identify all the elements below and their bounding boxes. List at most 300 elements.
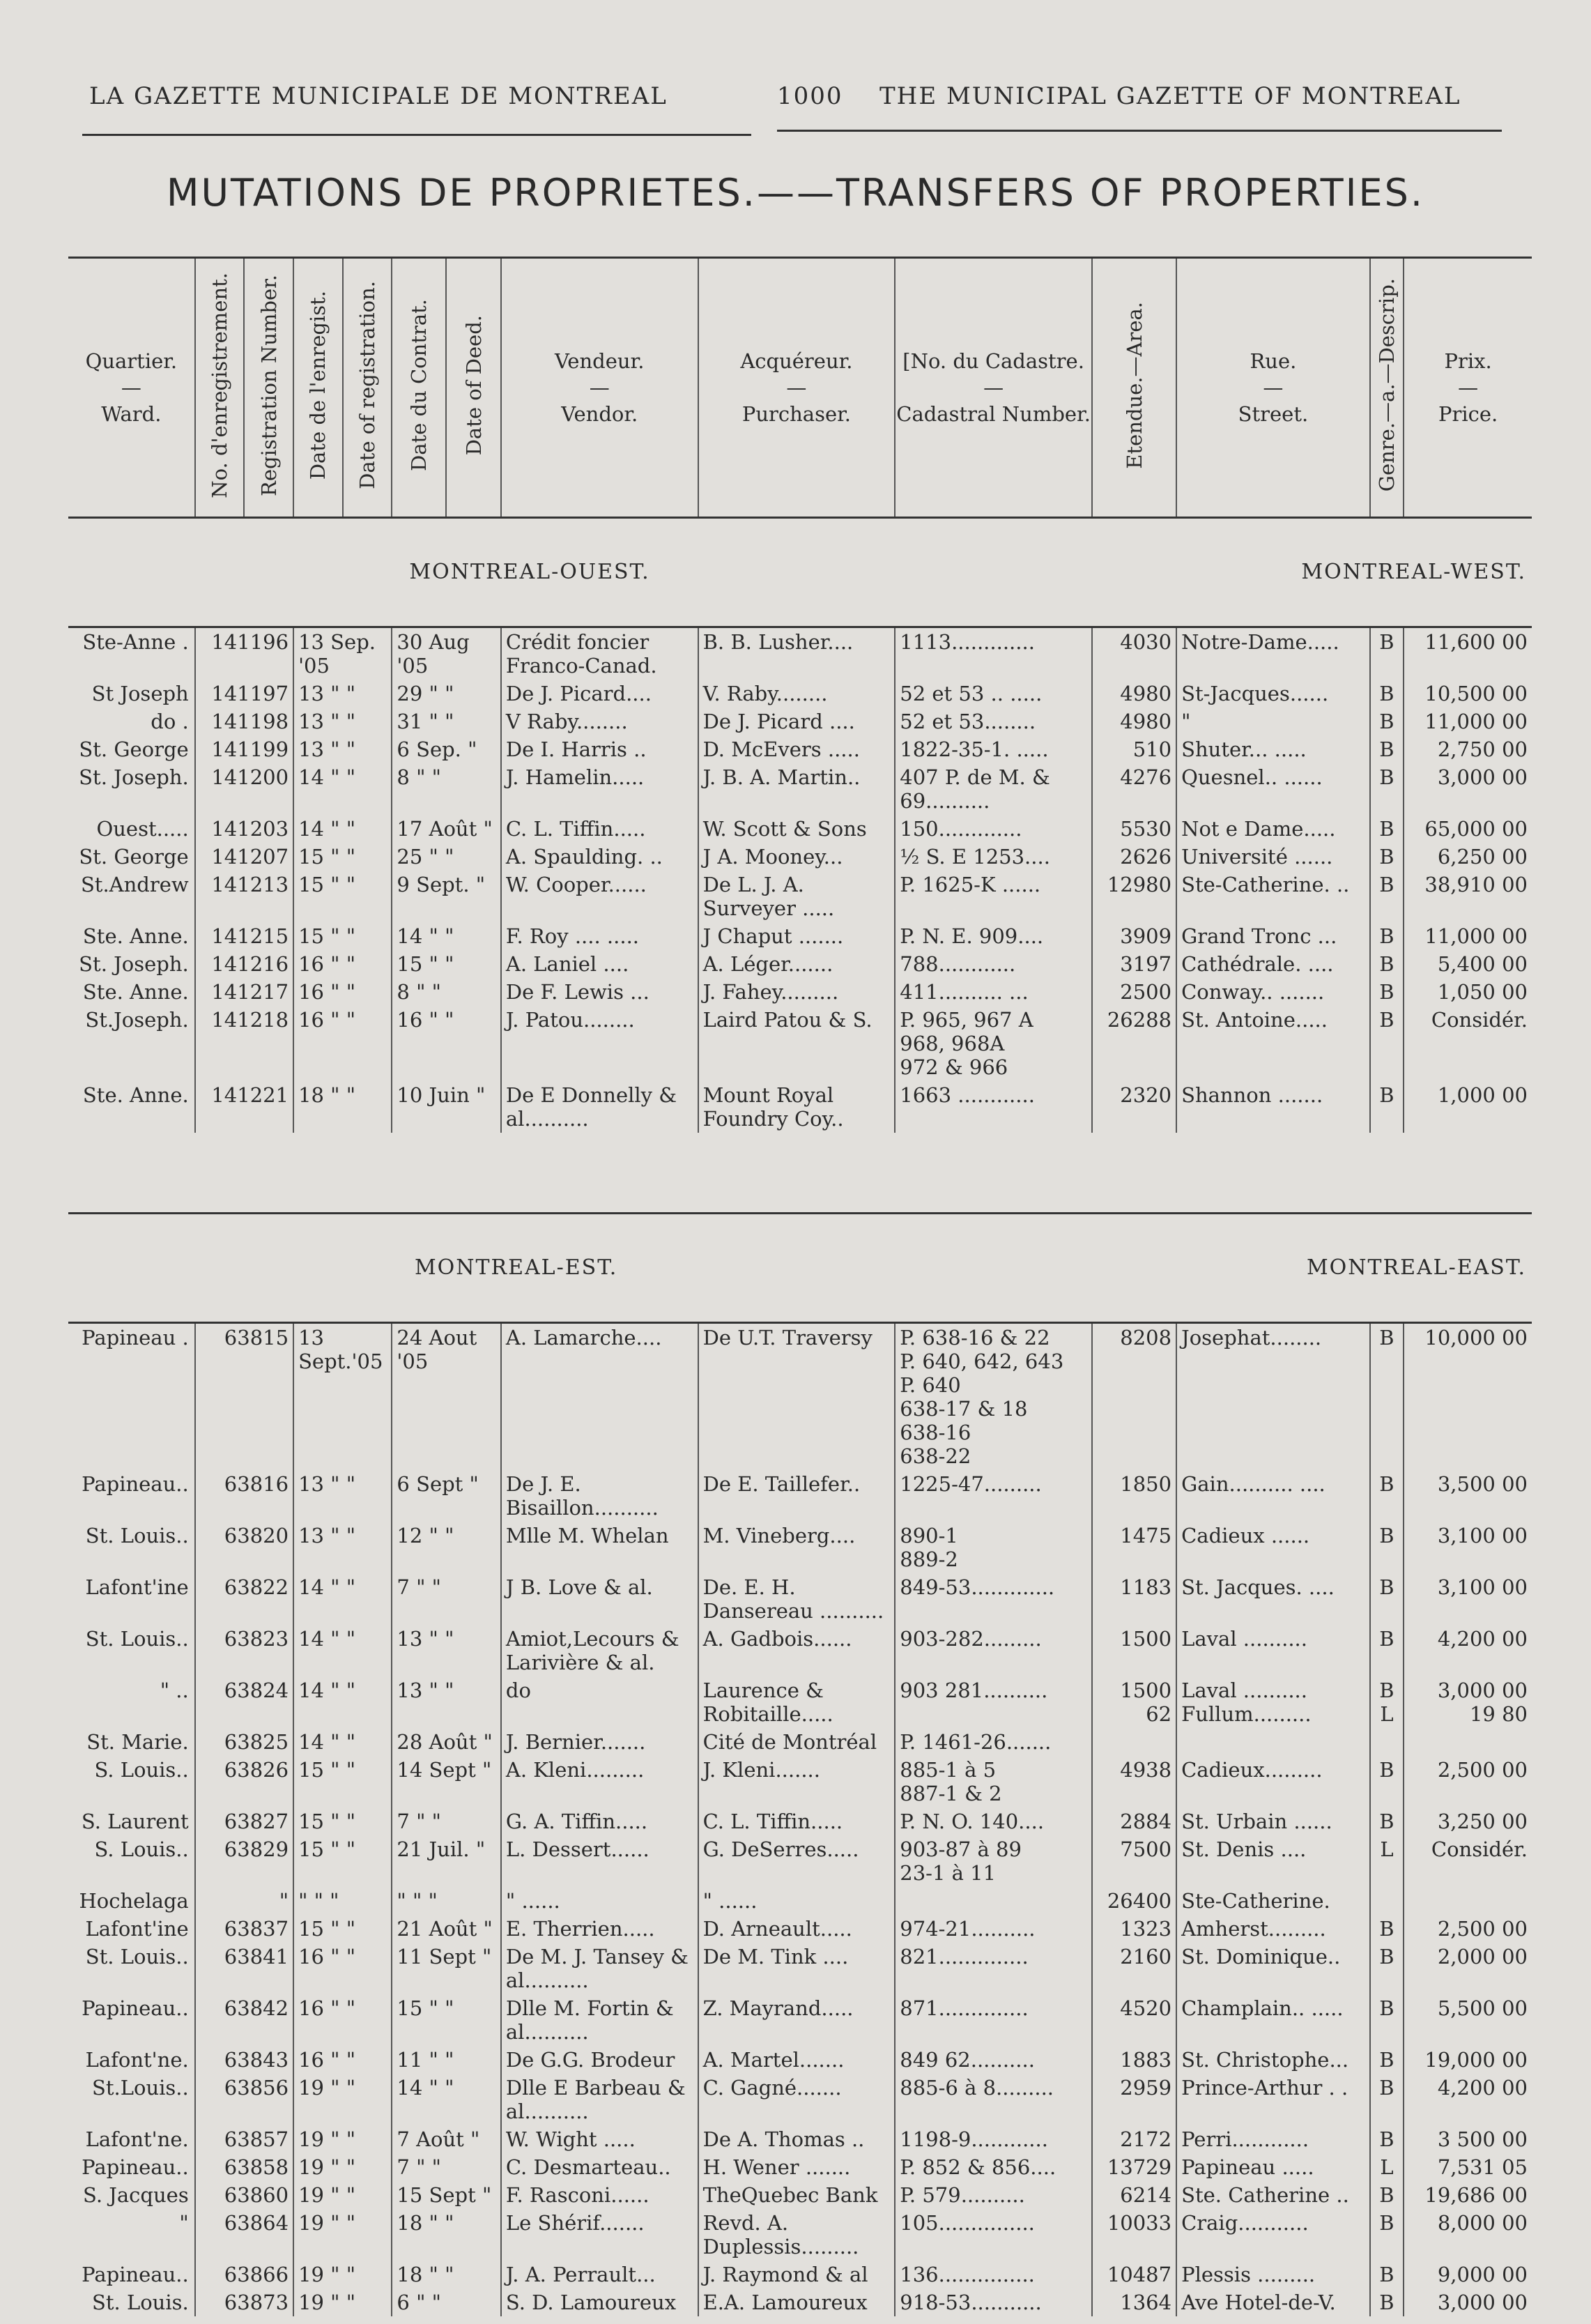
cell-price: 6,250 00	[1404, 843, 1532, 871]
cell-cadastre: 788............	[895, 950, 1092, 978]
cell-vendor: F. Roy .... .....	[501, 922, 698, 950]
cell-genre: L	[1370, 2153, 1404, 2181]
cell-ward: Lafont'ine	[85, 1917, 189, 1941]
cell-vendor: Crédit foncier Franco-Canad.	[501, 627, 698, 680]
cell-genre: B	[1370, 2046, 1404, 2074]
cell-genre: B	[1370, 2181, 1404, 2209]
cell-vendor: Mlle M. Whelan	[501, 1522, 698, 1573]
cell-registration-number: 141198	[195, 708, 293, 735]
cell-genre: B	[1370, 680, 1404, 708]
cell-price: 4,200 00	[1404, 2074, 1532, 2125]
cell-vendor: A. Laniel ....	[501, 950, 698, 978]
cell-genre: L	[1370, 1835, 1404, 1887]
cell-registration-date: 15 " "	[293, 871, 392, 922]
cell-registration-date: 15 " "	[293, 1756, 392, 1807]
cell-ward: Hochelaga	[79, 1889, 189, 1913]
cell-vendor: De G.G. Brodeur	[501, 2046, 698, 2074]
table-row	[68, 1573, 1532, 1625]
cell-area: 1475	[1092, 1522, 1176, 1573]
cell-genre: B	[1370, 627, 1404, 680]
cell-area: 2626	[1092, 843, 1176, 871]
cell-genre: B	[1370, 1522, 1404, 1573]
cell-price: 11,000 00	[1404, 922, 1532, 950]
header-left: LA GAZETTE MUNICIPALE DE MONTREAL	[89, 82, 668, 110]
cell-cadastre: 849 62..........	[895, 2046, 1092, 2074]
cell-deed-date: 11 Sept "	[392, 1943, 500, 1994]
cell-registration-date: 14 " "	[293, 815, 392, 843]
table-row	[68, 2288, 1532, 2316]
cell-purchaser: Cité de Montréal	[698, 1728, 896, 1756]
cell-registration-number: 141197	[195, 680, 293, 708]
cell-genre: B	[1370, 1625, 1404, 1676]
cell-deed-date: 25 " "	[392, 843, 500, 871]
cell-purchaser: " ......	[698, 1887, 896, 1915]
cell-street: Université ......	[1176, 843, 1370, 871]
cell-cadastre: 890-1 889-2	[895, 1522, 1092, 1573]
cell-ward: " ..	[160, 1679, 189, 1702]
cell-cadastre: 918-53...........	[895, 2288, 1092, 2316]
table-row	[68, 2261, 1532, 2288]
col-regdate-fr: Date de l'enregist.	[293, 258, 343, 518]
cell-ward: Lafont'ne.	[85, 2048, 189, 2072]
cell-registration-number: 141218	[195, 1006, 293, 1081]
col-genre: Genre.—a.—Descrip.	[1370, 258, 1404, 518]
cell-registration-date: 19 " "	[293, 2261, 392, 2288]
cell-ward: do .	[151, 710, 189, 733]
cell-purchaser: G. DeSerres.....	[698, 1835, 896, 1887]
cell-area: 4980	[1092, 708, 1176, 735]
section-heading	[68, 518, 1532, 627]
cell-purchaser: De A. Thomas ..	[698, 2125, 896, 2153]
cell-registration-number: 141207	[195, 843, 293, 871]
cell-deed-date: 7 " "	[392, 1573, 500, 1625]
page-number: 1000	[777, 82, 843, 110]
cell-street: Craig...........	[1176, 2209, 1370, 2261]
cell-registration-number: 141203	[195, 815, 293, 843]
cell-street	[1176, 1728, 1370, 1756]
table-row	[68, 1756, 1532, 1807]
cell-ward: St. George	[79, 845, 189, 869]
cell-cadastre: P. 638-16 & 22 P. 640, 642, 643 P. 640 638-17 & 18 638-16 638-22	[895, 1323, 1092, 1471]
cell-vendor: De M. J. Tansey & al..........	[501, 1943, 698, 1994]
cell-vendor: J. Hamelin.....	[501, 763, 698, 815]
cell-price: 3 500 00	[1404, 2125, 1532, 2153]
cell-street: Laval ..........	[1176, 1625, 1370, 1676]
cell-ward: St. Joseph.	[79, 952, 189, 976]
table-row	[68, 2181, 1532, 2209]
cell-registration-date: 13 Sept.'05	[293, 1323, 392, 1471]
cell-street: Gain.......... ....	[1176, 1470, 1370, 1522]
cell-area: 1500	[1092, 1625, 1176, 1676]
cell-street: St. Urbain ......	[1176, 1807, 1370, 1835]
table-row	[68, 735, 1532, 763]
cell-vendor: Dlle E Barbeau & al..........	[501, 2074, 698, 2125]
cell-purchaser: M. Vineberg....	[698, 1522, 896, 1573]
cell-cadastre: P. N. E. 909....	[895, 922, 1092, 950]
cell-vendor: Dlle M. Fortin & al..........	[501, 1994, 698, 2046]
cell-purchaser: J A. Mooney...	[698, 843, 896, 871]
cell-deed-date: 17 Août "	[392, 815, 500, 843]
cell-vendor: " ......	[501, 1887, 698, 1915]
cell-price: 1,050 00	[1404, 978, 1532, 1006]
cell-registration-date: 16 " "	[293, 978, 392, 1006]
table-row	[68, 1915, 1532, 1943]
table-row	[68, 1323, 1532, 1471]
cell-cadastre: 52 et 53 .. .....	[895, 680, 1092, 708]
table-row	[68, 843, 1532, 871]
cell-price: 5,400 00	[1404, 950, 1532, 978]
cell-registration-number: 141215	[195, 922, 293, 950]
cell-cadastre: 407 P. de M. & 69..........	[895, 763, 1092, 815]
cell-registration-date: 15 " "	[293, 1915, 392, 1943]
cell-ward: Ste. Anne.	[82, 980, 189, 1004]
cell-registration-number: 63822	[195, 1573, 293, 1625]
cell-price: Considér.	[1404, 1835, 1532, 1887]
cell-ward: Ste. Anne.	[82, 1083, 189, 1107]
cell-purchaser: De J. Picard ....	[698, 708, 896, 735]
cell-registration-date: 16 " "	[293, 950, 392, 978]
cell-area: 10487	[1092, 2261, 1176, 2288]
cell-vendor: G. A. Tiffin.....	[501, 1807, 698, 1835]
table-row	[68, 627, 1532, 680]
cell-area: 4276	[1092, 763, 1176, 815]
cell-genre: B	[1370, 1081, 1404, 1133]
cell-registration-date: 19 " "	[293, 2074, 392, 2125]
cell-vendor: Amiot,Lecours & Larivière & al.	[501, 1625, 698, 1676]
cell-area: 2172	[1092, 2125, 1176, 2153]
cell-registration-number: 63843	[195, 2046, 293, 2074]
cell-area: 3197	[1092, 950, 1176, 978]
cell-area: 510	[1092, 735, 1176, 763]
cell-price: Considér.	[1404, 1006, 1532, 1081]
cell-ward: St. Louis..	[85, 1524, 189, 1547]
cell-vendor: C. Desmarteau..	[501, 2153, 698, 2181]
cell-vendor: De J. Picard....	[501, 680, 698, 708]
cell-ward: St Joseph	[91, 682, 189, 705]
table-row	[68, 1625, 1532, 1676]
cell-vendor: F. Rasconi......	[501, 2181, 698, 2209]
cell-deed-date: 14 " "	[392, 922, 500, 950]
cell-price	[1404, 1728, 1532, 1756]
cell-vendor: J. Bernier.......	[501, 1728, 698, 1756]
cell-purchaser: C. Gagné.......	[698, 2074, 896, 2125]
col-price: Prix. — Price.	[1404, 258, 1532, 518]
cell-price: 1,000 00	[1404, 1081, 1532, 1133]
cell-cadastre: 821..............	[895, 1943, 1092, 1994]
cell-registration-date: " " "	[293, 1887, 392, 1915]
table-row	[68, 1835, 1532, 1887]
cell-deed-date: 30 Aug '05	[392, 627, 500, 680]
cell-registration-date: 19 " "	[293, 2153, 392, 2181]
cell-street: Cathédrale. ....	[1176, 950, 1370, 978]
cell-street: Papineau .....	[1176, 2153, 1370, 2181]
table-row	[68, 1807, 1532, 1835]
cell-ward: Papineau..	[82, 2155, 189, 2179]
cell-genre: B	[1370, 1915, 1404, 1943]
cell-street: Not e Dame.....	[1176, 815, 1370, 843]
cell-cadastre: 1822-35-1. .....	[895, 735, 1092, 763]
cell-ward: St.Joseph.	[85, 1008, 189, 1032]
cell-price: 2,750 00	[1404, 735, 1532, 763]
cell-genre: B	[1370, 2288, 1404, 2316]
cell-purchaser: C. L. Tiffin.....	[698, 1807, 896, 1835]
cell-genre: B	[1370, 1994, 1404, 2046]
cell-price: 3,500 00	[1404, 1470, 1532, 1522]
cell-purchaser: A. Gadbois......	[698, 1625, 896, 1676]
cell-street: "	[1176, 708, 1370, 735]
cell-genre: B	[1370, 815, 1404, 843]
cell-cadastre: 136...............	[895, 2261, 1092, 2288]
cell-cadastre	[895, 1887, 1092, 1915]
section-title-en: MONTREAL-EAST.	[1306, 1255, 1526, 1280]
cell-price: 19,686 00	[1404, 2181, 1532, 2209]
cell-ward: S. Laurent	[81, 1810, 189, 1833]
cell-deed-date: 6 " "	[392, 2288, 500, 2316]
cell-genre: B	[1370, 1006, 1404, 1081]
cell-genre: B	[1370, 978, 1404, 1006]
cell-deed-date: 12 " "	[392, 1522, 500, 1573]
cell-deed-date: 15 " "	[392, 950, 500, 978]
col-purchaser: Acquéreur. — Purchaser.	[698, 258, 896, 518]
cell-registration-number: 63856	[195, 2074, 293, 2125]
cell-genre: B	[1370, 1323, 1404, 1471]
cell-street: Josephat........	[1176, 1323, 1370, 1471]
cell-cadastre: ½ S. E 1253....	[895, 843, 1092, 871]
cell-area: 4980	[1092, 680, 1176, 708]
table-row	[68, 1522, 1532, 1573]
cell-vendor: W. Cooper......	[501, 871, 698, 922]
cell-deed-date: 6 Sept "	[392, 1470, 500, 1522]
cell-purchaser: De L. J. A. Surveyer .....	[698, 871, 896, 922]
cell-area: 26288	[1092, 1006, 1176, 1081]
cell-purchaser: De. E. H. Dansereau ..........	[698, 1573, 896, 1625]
table-row	[68, 1943, 1532, 1994]
cell-ward: St.Andrew	[80, 873, 189, 896]
cell-genre: B	[1370, 950, 1404, 978]
cell-price: 3,000 00	[1404, 2288, 1532, 2316]
cell-deed-date: 13 " "	[392, 1625, 500, 1676]
cell-vendor: De F. Lewis ...	[501, 978, 698, 1006]
cell-registration-number: 141199	[195, 735, 293, 763]
cell-purchaser: De E. Taillefer..	[698, 1470, 896, 1522]
cell-registration-number: 63842	[195, 1994, 293, 2046]
cell-purchaser: TheQuebec Bank	[698, 2181, 896, 2209]
cell-purchaser: V. Raby........	[698, 680, 896, 708]
cell-price: 4,200 00	[1404, 1625, 1532, 1676]
cell-purchaser: Z. Mayrand.....	[698, 1994, 896, 2046]
cell-genre: B	[1370, 1573, 1404, 1625]
cell-registration-date: 19 " "	[293, 2125, 392, 2153]
col-ward: Quartier. — Ward.	[68, 258, 195, 518]
cell-genre: B	[1370, 735, 1404, 763]
cell-registration-date: 13 " "	[293, 735, 392, 763]
cell-area: 8208	[1092, 1323, 1176, 1471]
table-row	[68, 2209, 1532, 2261]
cell-vendor: E. Therrien.....	[501, 1915, 698, 1943]
cell-price: 3,100 00	[1404, 1522, 1532, 1573]
cell-ward: St.Louis..	[91, 2076, 189, 2100]
table-row	[68, 815, 1532, 843]
cell-cadastre: 903-282.........	[895, 1625, 1092, 1676]
cell-price: 3,250 00	[1404, 1807, 1532, 1835]
cell-ward: Ouest.....	[96, 817, 189, 841]
table-row	[68, 1006, 1532, 1081]
cell-purchaser: E.A. Lamoureux	[698, 2288, 896, 2316]
cell-purchaser: Laurence & Robitaille.....	[698, 1676, 896, 1728]
cell-ward: Papineau..	[82, 2263, 189, 2286]
cell-cadastre: P. 579..........	[895, 2181, 1092, 2209]
cell-deed-date: 15 " "	[392, 1994, 500, 2046]
col-regno-en: Registration Number.	[244, 258, 293, 518]
cell-area: 1500 62	[1092, 1676, 1176, 1728]
cell-cadastre: 1198-9............	[895, 2125, 1092, 2153]
cell-price	[1404, 1887, 1532, 1915]
cell-price: 65,000 00	[1404, 815, 1532, 843]
cell-area: 2884	[1092, 1807, 1176, 1835]
cell-deed-date: 28 Août "	[392, 1728, 500, 1756]
cell-genre: B	[1370, 922, 1404, 950]
cell-purchaser: J. B. A. Martin..	[698, 763, 896, 815]
cell-street: Shuter... .....	[1176, 735, 1370, 763]
cell-street: Ste. Catherine ..	[1176, 2181, 1370, 2209]
table-row	[68, 1676, 1532, 1728]
cell-deed-date: 8 " "	[392, 978, 500, 1006]
cell-price: 11,600 00	[1404, 627, 1532, 680]
cell-deed-date: 7 " "	[392, 1807, 500, 1835]
cell-registration-date: 13 " "	[293, 1522, 392, 1573]
cell-ward: S. Jacques	[83, 2183, 189, 2207]
cell-purchaser: H. Wener .......	[698, 2153, 896, 2181]
cell-genre: B	[1370, 1943, 1404, 1994]
cell-cadastre: 411.......... ...	[895, 978, 1092, 1006]
cell-street: Ste-Catherine. ..	[1176, 871, 1370, 922]
cell-cadastre: 1663 ............	[895, 1081, 1092, 1133]
cell-purchaser: Revd. A. Duplessis.........	[698, 2209, 896, 2261]
cell-area: 1850	[1092, 1470, 1176, 1522]
table-row	[68, 2074, 1532, 2125]
cell-vendor: do	[501, 1676, 698, 1728]
header-right: THE MUNICIPAL GAZETTE OF MONTREAL	[879, 82, 1461, 110]
cell-purchaser: J. Kleni.......	[698, 1756, 896, 1807]
cell-deed-date: 7 Août "	[392, 2125, 500, 2153]
cell-price: 19,000 00	[1404, 2046, 1532, 2074]
cell-vendor: V Raby........	[501, 708, 698, 735]
cell-genre: B	[1370, 763, 1404, 815]
cell-registration-number: 63816	[195, 1470, 293, 1522]
cell-genre: B	[1370, 871, 1404, 922]
cell-area: 1364	[1092, 2288, 1176, 2316]
cell-cadastre: P. N. O. 140....	[895, 1807, 1092, 1835]
cell-registration-date: 19 " "	[293, 2209, 392, 2261]
cell-cadastre: 150.............	[895, 815, 1092, 843]
cell-ward: St. Louis.	[91, 2291, 189, 2314]
cell-deed-date: 14 " "	[392, 2074, 500, 2125]
table-row	[68, 871, 1532, 922]
section-title-fr: MONTREAL-EST.	[414, 1255, 618, 1280]
cell-purchaser: J Chaput .......	[698, 922, 896, 950]
cell-area: 2500	[1092, 978, 1176, 1006]
cell-deed-date: 9 Sept. "	[392, 871, 500, 922]
cell-deed-date: 11 " "	[392, 2046, 500, 2074]
cell-cadastre: 871..............	[895, 1994, 1092, 2046]
cell-vendor: J. Patou........	[501, 1006, 698, 1081]
cell-registration-number: 63827	[195, 1807, 293, 1835]
cell-price: 3,000 00	[1404, 763, 1532, 815]
cell-registration-number: 63857	[195, 2125, 293, 2153]
cell-vendor: A. Kleni.........	[501, 1756, 698, 1807]
cell-deed-date: 13 " "	[392, 1676, 500, 1728]
cell-street: St-Jacques......	[1176, 680, 1370, 708]
cell-street: Ave Hotel-de-V.	[1176, 2288, 1370, 2316]
cell-street: St. Antoine.....	[1176, 1006, 1370, 1081]
cell-price: 11,000 00	[1404, 708, 1532, 735]
cell-registration-date: 19 " "	[293, 2181, 392, 2209]
cell-vendor: S. D. Lamoureux	[501, 2288, 698, 2316]
cell-purchaser: B. B. Lusher....	[698, 627, 896, 680]
table-row	[68, 2153, 1532, 2181]
cell-deed-date: 7 " "	[392, 2153, 500, 2181]
cell-cadastre: 105...............	[895, 2209, 1092, 2261]
cell-area: 4938	[1092, 1756, 1176, 1807]
cell-registration-number: 141216	[195, 950, 293, 978]
cell-cadastre: 849-53.............	[895, 1573, 1092, 1625]
cell-registration-number: 63820	[195, 1522, 293, 1573]
section-gap	[68, 1133, 1532, 1214]
cell-street: Cadieux.........	[1176, 1756, 1370, 1807]
cell-registration-number: 63815	[195, 1323, 293, 1471]
cell-street: Champlain.. .....	[1176, 1994, 1370, 2046]
cell-deed-date: 21 Août "	[392, 1915, 500, 1943]
page-title: MUTATIONS DE PROPRIETES.——TRANSFERS OF PROPERTIES.	[166, 171, 1425, 215]
cell-area: 13729	[1092, 2153, 1176, 2181]
cell-registration-number: 141217	[195, 978, 293, 1006]
table-row	[68, 1887, 1532, 1915]
cell-registration-number: 63858	[195, 2153, 293, 2181]
cell-cadastre: P. 1625-K ......	[895, 871, 1092, 922]
cell-registration-number: 63864	[195, 2209, 293, 2261]
cell-street: St. Jacques. ....	[1176, 1573, 1370, 1625]
cell-deed-date: 18 " "	[392, 2209, 500, 2261]
cell-area: 12980	[1092, 871, 1176, 922]
cell-deed-date: " " "	[392, 1887, 500, 1915]
cell-price: 5,500 00	[1404, 1994, 1532, 2046]
cell-vendor: De I. Harris ..	[501, 735, 698, 763]
cell-genre: B	[1370, 1807, 1404, 1835]
cell-registration-number: "	[195, 1887, 293, 1915]
cell-genre: B	[1370, 2125, 1404, 2153]
cell-vendor: A. Spaulding. ..	[501, 843, 698, 871]
cell-vendor: W. Wight .....	[501, 2125, 698, 2153]
cell-deed-date: 15 Sept "	[392, 2181, 500, 2209]
cell-area: 4520	[1092, 1994, 1176, 2046]
col-street: Rue. — Street.	[1176, 258, 1370, 518]
cell-price: 2,500 00	[1404, 1915, 1532, 1943]
section-title-fr: MONTREAL-OUEST.	[409, 560, 650, 584]
cell-ward: St. Marie.	[86, 1730, 189, 1754]
cell-purchaser: D. McEvers .....	[698, 735, 896, 763]
cell-price: 2,000 00	[1404, 1943, 1532, 1994]
cell-purchaser: A. Martel.......	[698, 2046, 896, 2074]
cell-ward: St. Louis..	[85, 1945, 189, 1968]
cell-ward: St. George	[79, 737, 189, 761]
cell-street: Ste-Catherine.	[1176, 1887, 1370, 1915]
cell-purchaser: De M. Tink ....	[698, 1943, 896, 1994]
table-row	[68, 1470, 1532, 1522]
cell-registration-number: 63866	[195, 2261, 293, 2288]
cell-registration-number: 63873	[195, 2288, 293, 2316]
cell-deed-date: 8 " "	[392, 763, 500, 815]
cell-price: 9,000 00	[1404, 2261, 1532, 2288]
